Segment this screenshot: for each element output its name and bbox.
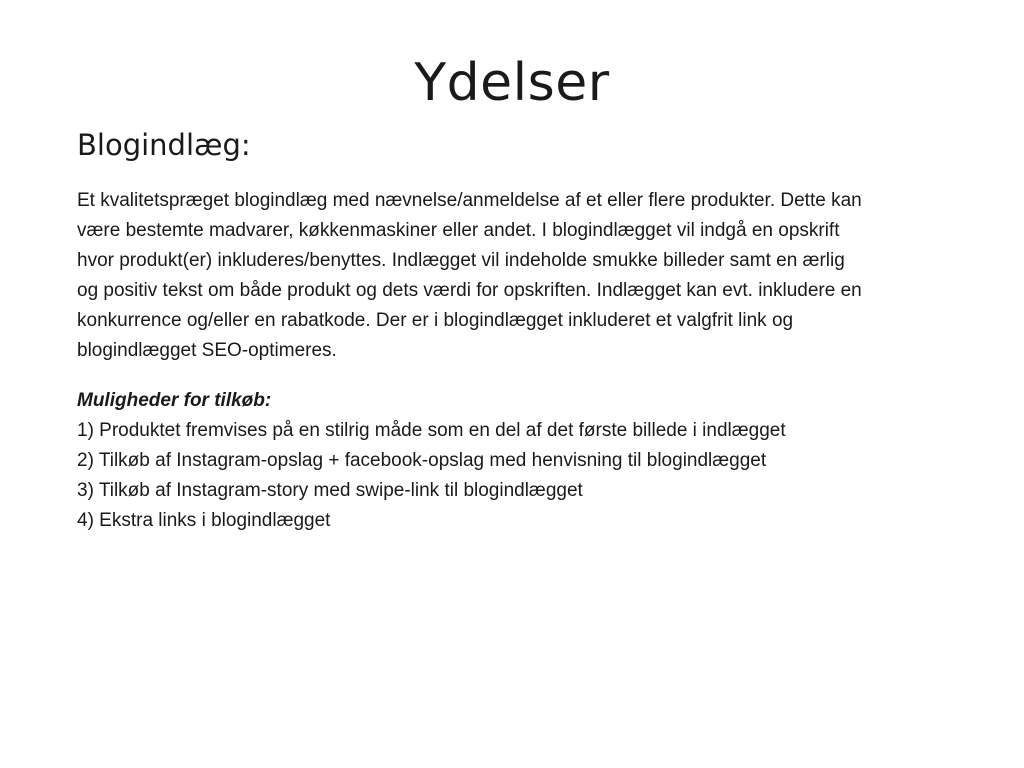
description-line: blogindlægget SEO-optimeres. bbox=[77, 340, 337, 361]
description-line: hvor produkt(er) inkluderes/benyttes. Indlægget vil indeholde smukke billeder samt en ærlig bbox=[77, 250, 845, 271]
section-heading: Blogindlæg: bbox=[77, 128, 251, 162]
options-section bbox=[77, 386, 977, 536]
option-item: 4) Ekstra links i blogindlægget bbox=[77, 510, 331, 531]
options-heading: Muligheder for tilkøb: bbox=[77, 390, 272, 411]
option-item: 2) Tilkøb af Instagram-opslag + facebook-opslag med henvisning til blogindlægget bbox=[77, 450, 767, 471]
option-item: 3) Tilkøb af Instagram-story med swipe-link til blogindlægget bbox=[77, 480, 583, 501]
option-item: 1) Produktet fremvises på en stilrig måde som en del af det første billede i indlægget bbox=[77, 420, 786, 441]
description-line: konkurrence og/eller en rabatkode. Der er i blogindlægget inkluderet et valgfrit link og bbox=[77, 310, 794, 331]
page-title: Ydelser bbox=[414, 53, 610, 113]
paragraph-spacer bbox=[77, 366, 977, 386]
description-paragraph bbox=[77, 186, 977, 366]
body-text bbox=[77, 186, 977, 536]
description-line: og positiv tekst om både produkt og dets værdi for opskriften. Indlægget kan evt. inkludere en bbox=[77, 280, 862, 301]
description-line: Et kvalitetspræget blogindlæg med nævnelse/anmeldelse af et eller flere produkter. Dette kan bbox=[77, 190, 862, 211]
description-line: være bestemte madvarer, køkkenmaskiner eller andet. I blogindlægget vil indgå en opskrift bbox=[77, 220, 840, 241]
